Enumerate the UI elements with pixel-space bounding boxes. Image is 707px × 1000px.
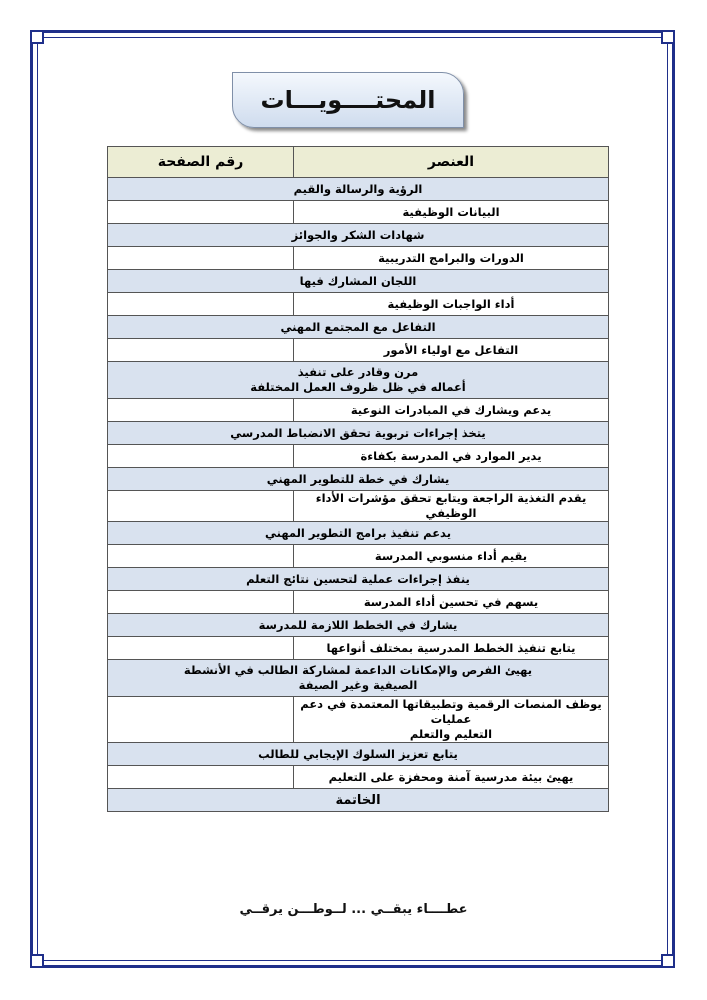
page-number-cell: [108, 591, 294, 614]
item-cell: [294, 339, 609, 362]
item-cell: [294, 399, 609, 422]
page-number-cell: [108, 399, 294, 422]
table-row: [108, 789, 609, 812]
item-label: الخاتمة: [335, 792, 381, 808]
item-label: الرؤية والرسالة والقيم: [293, 181, 423, 196]
item-label: الدورات والبرامج التدريبية: [378, 250, 524, 265]
table-row: [108, 522, 609, 545]
table-row: [108, 697, 609, 743]
item-cell: [108, 660, 609, 697]
page-number-cell: [108, 491, 294, 522]
table-header-row: [108, 147, 609, 178]
item-label: البيانات الوظيفية: [402, 204, 500, 219]
table-row: [108, 422, 609, 445]
item-cell: [294, 591, 609, 614]
page-number-cell: [108, 545, 294, 568]
page-number-cell: [108, 201, 294, 224]
table-row: [108, 766, 609, 789]
item-label: يقيم أداء منسوبي المدرسة: [374, 548, 528, 563]
item-label: شهادات الشكر والجوائز: [291, 227, 425, 242]
item-cell: [108, 568, 609, 591]
item-label: التفاعل مع المجتمع المهني: [280, 319, 436, 334]
item-label-line2: التعليم والتعلم: [409, 727, 493, 741]
title-banner: [232, 72, 464, 128]
item-cell: [108, 178, 609, 201]
page-number-cell: [108, 339, 294, 362]
item-cell: [294, 293, 609, 316]
item-cell: [294, 545, 609, 568]
item-cell: [294, 445, 609, 468]
footer-slogan: عطــــاء يبقــي ... لــوطـــن يرقــي: [239, 902, 468, 917]
page-title: المحتــــويـــات: [260, 86, 436, 114]
item-cell: [108, 362, 609, 399]
table-row: [108, 660, 609, 697]
table-row: [108, 468, 609, 491]
table-row: [108, 316, 609, 339]
item-label: ينفذ إجراءات عملية لتحسين نتائج التعلم: [246, 571, 470, 586]
table-row: [108, 591, 609, 614]
item-cell: [108, 789, 609, 812]
table-row: [108, 637, 609, 660]
item-label: يهيئ الفرص والإمكانات الداعمة لمشاركة الطالب في الأنشطة: [183, 663, 533, 677]
item-label: التفاعل مع اولياء الأمور: [383, 342, 519, 357]
contents-table: [107, 146, 609, 812]
table-row: [108, 247, 609, 270]
page-number-cell: [108, 766, 294, 789]
item-label: يدعم تنفيذ برامج التطوير المهني: [264, 525, 452, 540]
item-label-line2: أعماله في ظل ظروف العمل المختلفة: [250, 380, 466, 394]
item-label: يهيئ بيئة مدرسية آمنة ومحفزة على التعليم: [328, 769, 574, 784]
item-cell: [108, 522, 609, 545]
table-row: [108, 201, 609, 224]
table-row: [108, 178, 609, 201]
item-cell: [294, 247, 609, 270]
item-label: يتابع تعزيز السلوك الإيجابي للطالب: [258, 746, 458, 761]
item-cell: [294, 491, 609, 522]
corner-ornament: [30, 954, 44, 968]
item-label: أداء الواجبات الوظيفية: [387, 296, 515, 311]
table-row: [108, 270, 609, 293]
item-label-line2: الصيفية وغير الصيفة: [298, 678, 418, 692]
header-item: العنصر: [294, 147, 609, 178]
item-label: يدير الموارد في المدرسة بكفاءة: [360, 448, 542, 463]
page-number-cell: [108, 293, 294, 316]
item-cell: [294, 766, 609, 789]
item-label: يسهم في تحسين أداء المدرسة: [363, 594, 539, 609]
item-cell: [108, 422, 609, 445]
item-label: يتابع تنفيذ الخطط المدرسية بمختلف أنواعها: [326, 640, 576, 655]
item-label: يدعم ويشارك في المبادرات النوعية: [350, 402, 552, 417]
item-cell: [294, 637, 609, 660]
header-page-number: رقم الصفحة: [108, 147, 294, 178]
item-cell: [294, 697, 609, 743]
item-label: يقدم التغذية الراجعة ويتابع تحقق مؤشرات الأداء الوظيفي: [315, 491, 587, 520]
page-number-cell: [108, 445, 294, 468]
item-cell: [108, 743, 609, 766]
item-label: مرن وقادر على تنفيذ: [297, 365, 419, 379]
item-cell: [108, 224, 609, 247]
item-label: يوظف المنصات الرقمية وتطبيقاتها المعتمدة في دعم عمليات: [300, 697, 602, 726]
table-row: [108, 743, 609, 766]
item-label: يشارك في خطة للتطوير المهني: [266, 471, 450, 486]
table-row: [108, 491, 609, 522]
item-cell: [108, 270, 609, 293]
page-number-cell: [108, 697, 294, 743]
item-cell: [108, 614, 609, 637]
item-cell: [294, 201, 609, 224]
table-row: [108, 545, 609, 568]
corner-ornament: [661, 954, 675, 968]
item-cell: [108, 316, 609, 339]
table-row: [108, 445, 609, 468]
table-row: [108, 362, 609, 399]
table-row: [108, 224, 609, 247]
corner-ornament: [661, 30, 675, 44]
table-row: [108, 399, 609, 422]
table-row: [108, 293, 609, 316]
corner-ornament: [30, 30, 44, 44]
table-row: [108, 568, 609, 591]
item-label: اللجان المشارك فيها: [299, 273, 417, 288]
item-cell: [108, 468, 609, 491]
page-number-cell: [108, 247, 294, 270]
table-row: [108, 614, 609, 637]
item-label: يتخذ إجراءات تربوية تحقق الانضباط المدرسي: [230, 425, 486, 440]
page-number-cell: [108, 637, 294, 660]
item-label: يشارك في الخطط اللازمة للمدرسة: [258, 617, 458, 632]
table-row: [108, 339, 609, 362]
